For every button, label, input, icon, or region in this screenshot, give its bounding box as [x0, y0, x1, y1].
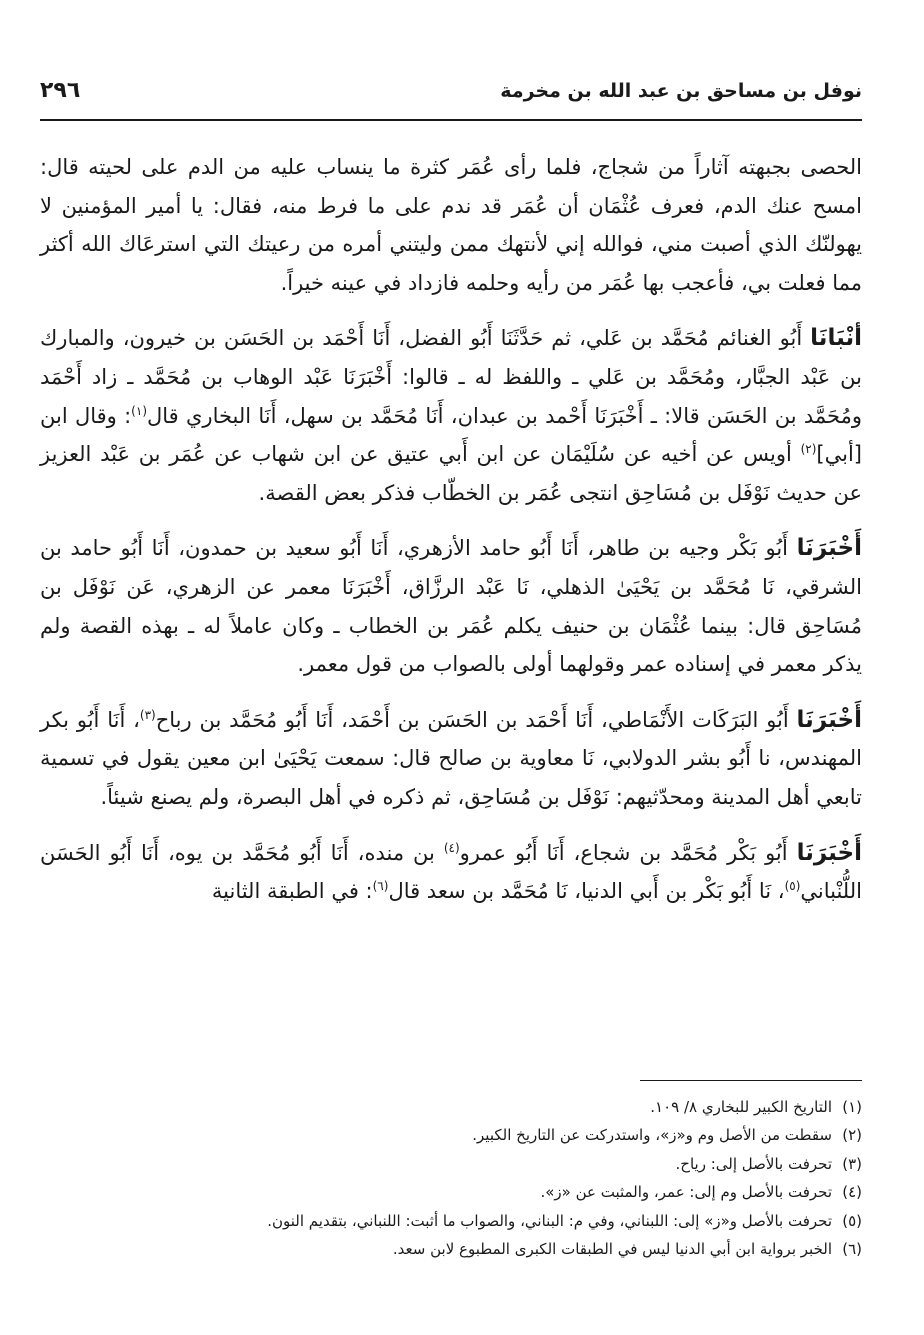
footnote-separator — [640, 1080, 862, 1081]
footnote-ref-1[interactable]: (١) — [131, 403, 147, 418]
footnote-ref-2[interactable]: (٢) — [800, 442, 817, 457]
paragraph-2 — [40, 319, 862, 512]
paragraph-5 — [40, 834, 862, 911]
narration-lead: أنْبَانَا — [810, 325, 862, 352]
paragraph-4 — [40, 701, 862, 817]
footnote-1 — [40, 1093, 862, 1121]
paragraph-text: أَبُو البَرَكَات الأَنْمَاطي، أَنَا أَحْمَد بن الحَسَن بن أَحْمَد، أَنَا أَبُو مُحَمَّد بن رباح — [155, 707, 797, 732]
footnote-text: تحرفت بالأصل و«ز» إلى: اللبناني، وفي م: البناني، والصواب ما أثبت: اللنباني، بتقديم النون. — [267, 1211, 832, 1230]
footnote-4 — [40, 1178, 862, 1206]
book-page — [40, 0, 862, 1335]
paragraph-text: : وقال ابن [أبي] — [40, 403, 862, 467]
paragraph-text: أَبُو بَكْر وجيه بن طاهر، أَنَا أَبُو حامد الأزهري، أَنَا أَبُو سعيد بن حمدون، أَنَا أَبُو حامد بن الشرقي، نَا مُحَمَّد بن يَحْيَىٰ الذهلي، نَا عَبْد الرزَّاق، أَخْبَرَنَا معمر عن الزهري، عَن نَوْفَل بن مُسَاحِق قال: بينما عُثْمَان بن حنيف يكلم عُمَر بن الخطاب ـ وكان عاملاً له ـ بهذه القصة ولم يذكر معمر في إسناده عمر وقولهما أولى بالصواب من قول معمر. — [40, 536, 862, 677]
footnotes-list — [40, 1093, 862, 1263]
paragraph-1 — [40, 148, 862, 302]
footnote-number: (١) — [842, 1098, 862, 1116]
footnote-text: سقطت من الأصل وم و«ز»، واستدركت عن التاريخ الكبير. — [472, 1126, 832, 1145]
footnote-ref-5[interactable]: (٥) — [784, 879, 801, 894]
footnote-text: تحرفت بالأصل إلى: رياح. — [675, 1154, 832, 1173]
paragraph-text: ، أَنَا أَبُو بكر المهندس، نا أَبُو بشر الدولابي، نَا معاوية بن صالح قال: سمعت يَحْيَىٰ ابن معين يقول في تسمية تابعي أهل المدينة ومحدّثيهم: نَوْفَل بن مُسَاحِق، ثم ذكره في أهل البصرة، ولم يصنع شيئاً. — [40, 707, 862, 809]
footnote-number: (٣) — [842, 1154, 862, 1173]
paragraph-text: أَبُو الغنائم مُحَمَّد بن عَلي، ثم حَدَّثَنَا أَبُو الفضل، أَنَا أَحْمَد بن الحَسَن بن خيرون، والمبارك بن عَبْد الجبَّار، ومُحَمَّد بن عَلي ـ واللفظ له ـ قالوا: أَخْبَرَنَا عَبْد الوهاب بن مُحَمَّد ـ زاد أَحْمَد ومُحَمَّد بن الحَسَن قالا: ـ أَخْبَرَنَا أَحْمد بن عبدان، أَنَا مُحَمَّد بن سهل، أَنَا البخاري قال — [40, 326, 862, 428]
paragraph-3 — [40, 529, 862, 683]
footnote-text: التاريخ الكبير للبخاري ٨/ ١٠٩. — [650, 1098, 832, 1116]
footnote-text: تحرفت بالأصل وم إلى: عمر، والمثبت عن «ز». — [540, 1183, 832, 1202]
paragraph-text: أَبُو بَكْر مُحَمَّد بن شجاع، أَنَا أَبُو عمرو — [459, 840, 797, 865]
footnote-number: (٤) — [842, 1183, 862, 1202]
footnote-number: (٥) — [842, 1211, 862, 1230]
narration-lead: أَخْبَرَنَا — [796, 839, 862, 866]
paragraph-text: أويس عن أخيه عن سُلَيْمَان عن ابن أَبي عتيق عن ابن شهاب عن عُمَر بن عَبْد العزيز عن حديث نَوْفَل بن مُسَاحِق انتجى عُمَر بن الخطّاب فذكر بعض القصة. — [40, 442, 862, 505]
footnote-3 — [40, 1150, 862, 1178]
footnote-ref-6[interactable]: (٦) — [372, 879, 389, 894]
paragraph-text: : في الطبقة الثانية — [211, 879, 373, 904]
page-header — [40, 78, 862, 112]
main-text — [40, 148, 862, 928]
footnote-text: الخبر برواية ابن أبي الدنيا ليس في الطبقات الكبرى المطبوع لابن سعد. — [392, 1240, 832, 1259]
narration-lead: أَخْبَرَنَا — [796, 535, 862, 562]
footnote-5 — [40, 1207, 862, 1235]
paragraph-text: الحصى بجبهته آثاراً من شجاج، فلما رأى عُمَر كثرة ما ينساب عليه من الدم على لحيته قال: امسح عنك الدم، فعرف عُثْمَان أن عُمَر قد ندم على ما فرط منه، فقال: يا أمير المؤمنين لا يهولنّك الذي أصبت مني، فوالله إني لأنتهك ممن وليتني أمره من رعيتك التي استرعَاك الله أكثر مما فعلت بي، فأعجب بها عُمَر من رأيه وحلمه فازداد في عينه خيراً. — [40, 155, 862, 295]
footnote-2 — [40, 1121, 862, 1149]
page-number: ٢٩٦ — [40, 78, 81, 103]
footnote-number: (٦) — [842, 1240, 862, 1259]
footnote-ref-3[interactable]: (٣) — [139, 707, 156, 722]
paragraph-text: بن منده، أَنَا أَبُو مُحَمَّد بن يوه، أَنَا أَبُو الحَسَن اللُّنْباني — [40, 840, 862, 904]
footnote-number: (٢) — [842, 1126, 862, 1145]
footnote-6 — [40, 1235, 862, 1263]
paragraph-text: ، نَا أَبُو بَكْر بن أَبي الدنيا، نَا مُحَمَّد بن سعد قال — [388, 879, 785, 904]
running-title: نوفل بن مساحق بن عبد الله بن مخرمة — [500, 80, 862, 102]
footnote-ref-4[interactable]: (٤) — [443, 840, 460, 855]
header-rule — [40, 119, 862, 121]
narration-lead: أَخْبَرَنَا — [796, 706, 862, 733]
